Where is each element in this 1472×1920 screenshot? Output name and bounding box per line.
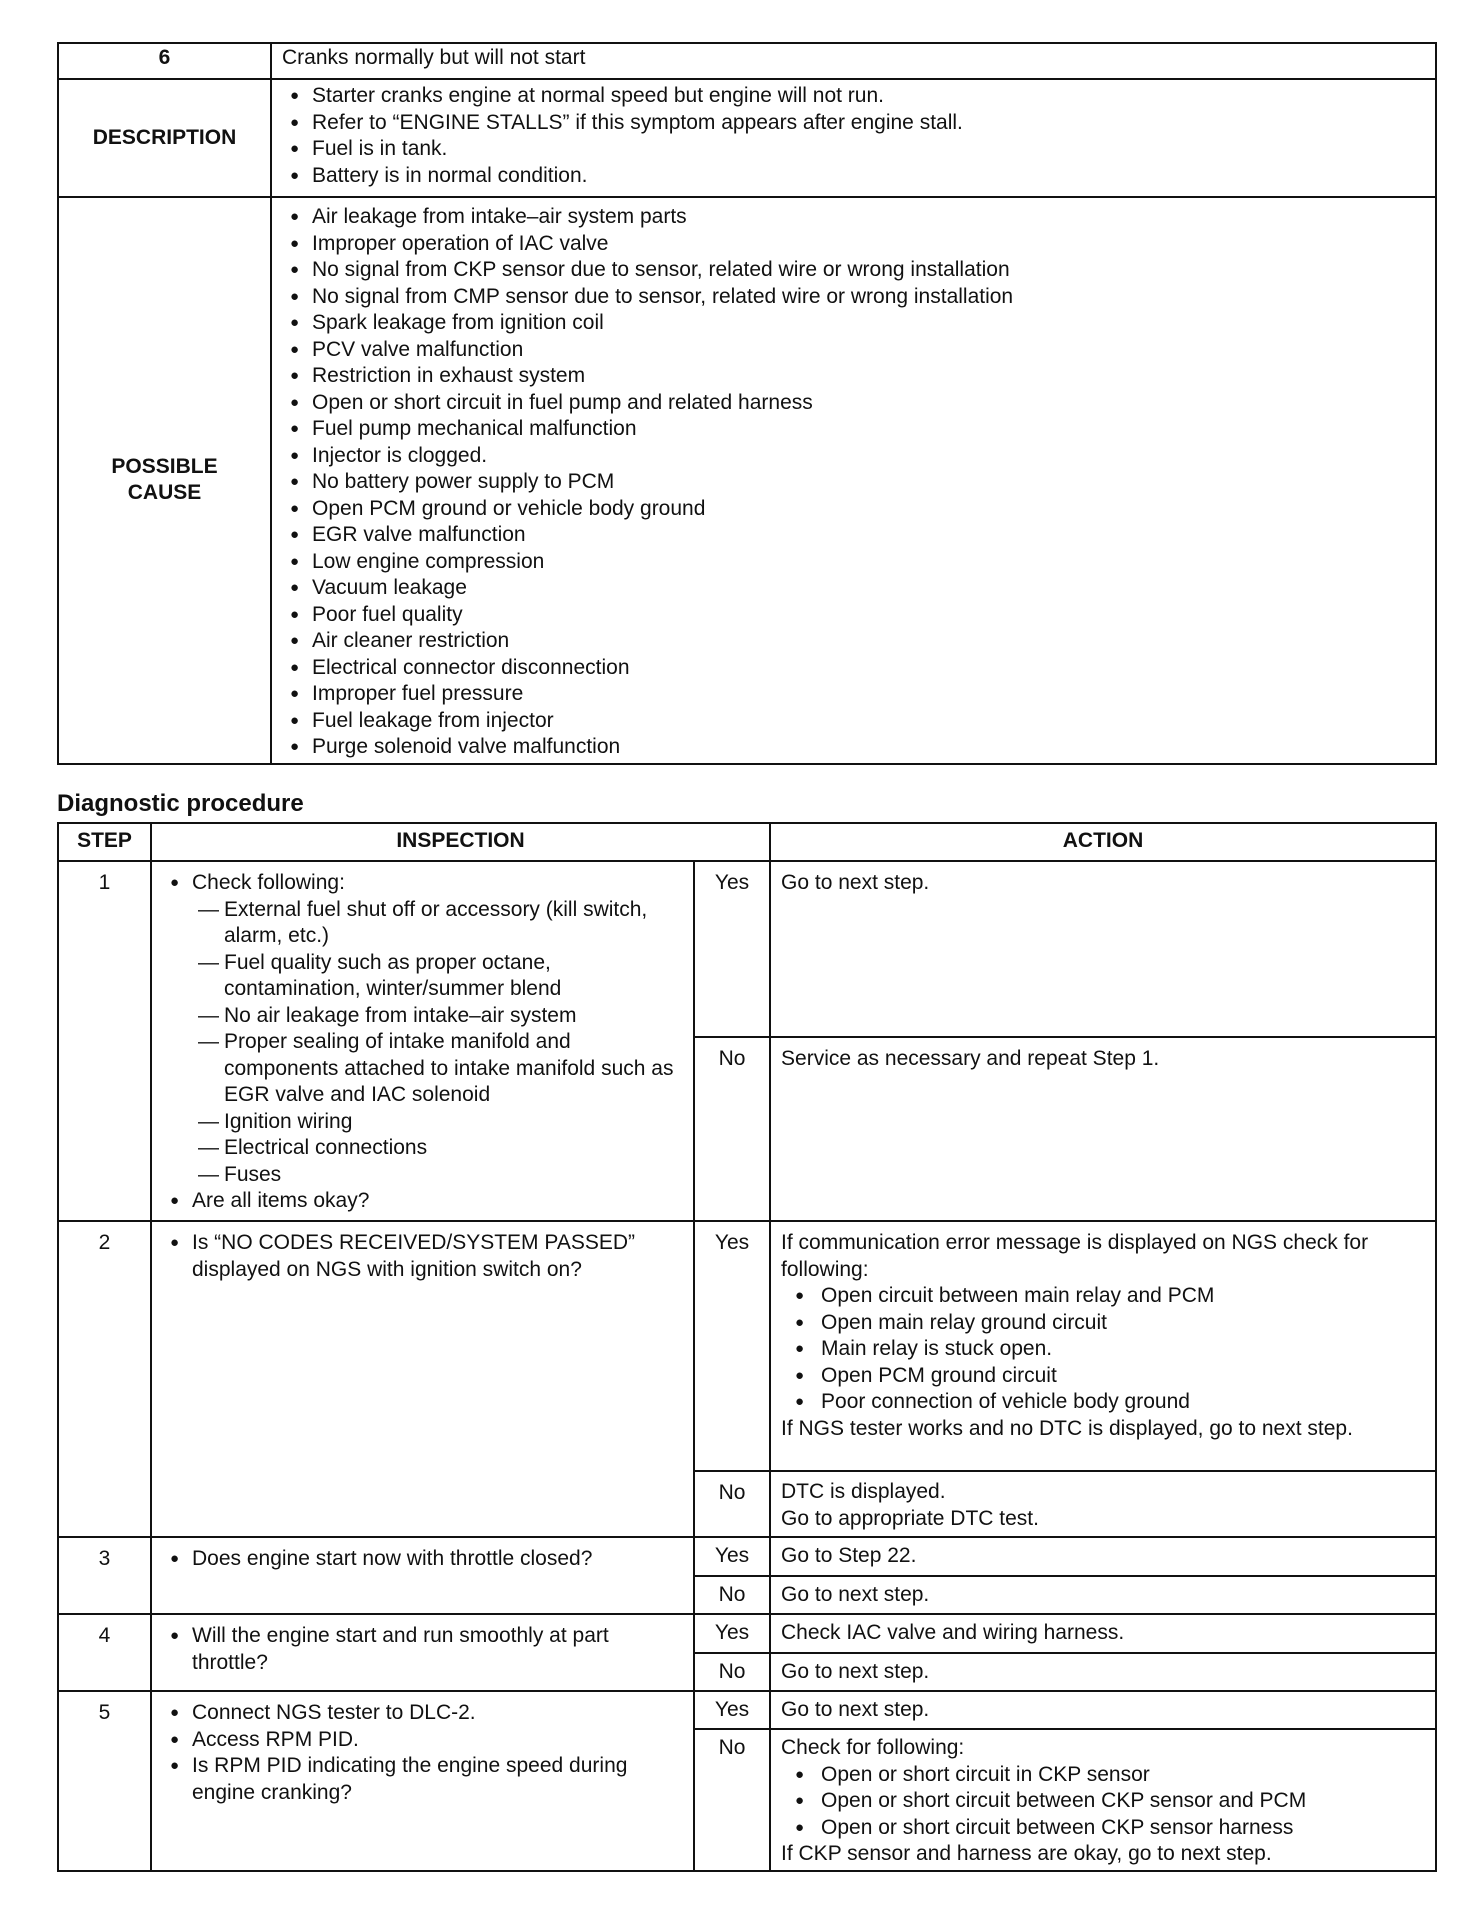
cause-item: ● Restriction in exhaust system [272,363,1431,390]
description-item: ● Fuel is in tank. [272,136,1431,163]
check-subitem: — No air leakage from intake–air system [152,1003,687,1030]
no-label: No [694,1729,770,1871]
step-5-inspection [151,1691,694,1871]
yes-action: Go to next step. [770,1691,1436,1729]
inspection-question: ● Will the engine start and run smoothly at part throttle? [152,1623,687,1676]
inspection-question: ● Is “NO CODES RECEIVED/SYSTEM PASSED” displayed on NGS with ignition switch on? [152,1230,687,1283]
inspection-header: INSPECTION [151,823,770,861]
step-4-inspection [151,1614,694,1691]
yes-label: Yes [694,1691,770,1729]
no-action-line: DTC is displayed. [781,1480,946,1503]
diagnostic-procedure-title: Diagnostic procedure [57,790,304,817]
inspection-question: ● Does engine start now with throttle closed? [152,1546,687,1573]
cause-item: ● Electrical connector disconnection [272,655,1431,682]
cause-item: ● No signal from CKP sensor due to sensor, related wire or wrong installation [272,257,1431,284]
action-subitem: ● Main relay is stuck open. [781,1336,1425,1363]
step-3-inspection [151,1537,694,1614]
action-subitem: ● Open or short circuit between CKP sensor harness [781,1815,1425,1842]
no-label: No [694,1653,770,1691]
cause-item: ● Spark leakage from ignition coil [272,310,1431,337]
no-action-line: Go to appropriate DTC test. [781,1506,1039,1530]
symptom-title: Cranks normally but will not start [271,43,1436,79]
description-item: ● Refer to “ENGINE STALLS” if this symptom appears after engine stall. [272,110,1431,137]
yes-action: Go to Step 22. [770,1537,1436,1576]
possible-cause-row [58,197,1436,764]
step-2-yes-row [58,1221,1436,1471]
cause-item: ● Poor fuel quality [272,602,1431,629]
cause-item: ● Injector is clogged. [272,443,1431,470]
yes-label: Yes [694,1221,770,1471]
cause-item: ● No signal from CMP sensor due to sensor, related wire or wrong installation [272,284,1431,311]
action-subitem: ● Open or short circuit in CKP sensor [781,1762,1425,1789]
action-subitem: ● Open circuit between main relay and PCM [781,1283,1425,1310]
no-label: No [694,1471,770,1537]
action-subitem: ● Open PCM ground circuit [781,1363,1425,1390]
no-action-outro: If CKP sensor and harness are okay, go to next step. [781,1842,1272,1865]
check-subitem: — Ignition wiring [152,1109,687,1136]
no-action: Service as necessary and repeat Step 1. [770,1037,1436,1221]
cause-item: ● Open or short circuit in fuel pump and related harness [272,390,1431,417]
check-subitem: — Fuel quality such as proper octane, contamination, winter/summer blend [152,950,687,1003]
possible-cause-label-line: CAUSE [127,481,202,505]
inspection-question: ● Is RPM PID indicating the engine speed during engine cranking? [152,1753,687,1806]
no-label: No [694,1037,770,1221]
description-item: ● Battery is in normal condition. [272,163,1431,190]
yes-label: Yes [694,1614,770,1653]
yes-action [770,1221,1436,1471]
step-5-yes-row [58,1691,1436,1729]
step-1-inspection [151,861,694,1221]
step-header: STEP [58,823,151,861]
cause-item: ● Improper operation of IAC valve [272,231,1431,258]
yes-action-outro: If NGS tester works and no DTC is displayed, go to next step. [781,1416,1353,1440]
cause-item: ● Vacuum leakage [272,575,1431,602]
step-2-inspection [151,1221,694,1537]
inspection-item: ● Connect NGS tester to DLC-2. [152,1700,687,1727]
cause-item: ● Open PCM ground or vehicle body ground [272,496,1431,523]
yes-label: Yes [694,1537,770,1576]
action-header: ACTION [770,823,1436,861]
cause-item: ● Low engine compression [272,549,1431,576]
yes-label: Yes [694,861,770,1037]
no-action [770,1471,1436,1537]
cause-item: ● Fuel leakage from injector [272,708,1431,735]
step-number: 4 [58,1614,151,1691]
symptom-table [57,42,1437,765]
description-label: DESCRIPTION [58,79,271,197]
inspection-item: ● Check following: [152,870,687,897]
cause-item: ● Improper fuel pressure [272,681,1431,708]
no-action: Go to next step. [770,1576,1436,1614]
action-subitem: ● Open or short circuit between CKP sensor and PCM [781,1788,1425,1815]
action-subitem: ● Poor connection of vehicle body ground [781,1389,1425,1416]
step-number: 3 [58,1537,151,1614]
possible-cause-label [58,197,271,764]
step-1-yes-row [58,861,1436,1037]
possible-cause-label-line: POSSIBLE [111,454,218,478]
action-subitem: ● Open main relay ground circuit [781,1310,1425,1337]
symptom-header-row [58,43,1436,79]
description-list [271,79,1436,197]
check-subitem: — Electrical connections [152,1135,687,1162]
step-number: 2 [58,1221,151,1537]
no-action-intro: Check for following: [781,1736,965,1759]
inspection-question: ● Are all items okay? [152,1188,687,1215]
cause-item: ● Air cleaner restriction [272,628,1431,655]
step-3-yes-row [58,1537,1436,1576]
check-subitem: — Proper sealing of intake manifold and components attached to intake manifold such as EGR valve and IAC solenoid [152,1029,687,1109]
description-item: ● Starter cranks engine at normal speed but engine will not run. [272,83,1431,110]
step-4-yes-row [58,1614,1436,1653]
no-action: Go to next step. [770,1653,1436,1691]
yes-action: Check IAC valve and wiring harness. [770,1614,1436,1653]
symptom-number: 6 [58,43,271,79]
step-number: 5 [58,1691,151,1871]
cause-item: ● EGR valve malfunction [272,522,1431,549]
cause-item: ● Fuel pump mechanical malfunction [272,416,1431,443]
cause-item: ● Purge solenoid valve malfunction [272,734,1431,761]
description-row [58,79,1436,197]
step-number: 1 [58,861,151,1221]
no-label: No [694,1576,770,1614]
possible-cause-list [271,197,1436,764]
diagnostic-procedure-table [57,822,1437,1872]
no-action [770,1729,1436,1871]
check-subitem: — External fuel shut off or accessory (kill switch, alarm, etc.) [152,897,687,950]
yes-action: Go to next step. [770,861,1436,1037]
procedure-header-row [58,823,1436,861]
check-subitem: — Fuses [152,1162,687,1189]
cause-item: ● Air leakage from intake–air system parts [272,204,1431,231]
cause-item: ● PCV valve malfunction [272,337,1431,364]
inspection-item: ● Access RPM PID. [152,1727,687,1754]
yes-action-intro: If communication error message is displayed on NGS check for following: [781,1231,1369,1281]
cause-item: ● No battery power supply to PCM [272,469,1431,496]
